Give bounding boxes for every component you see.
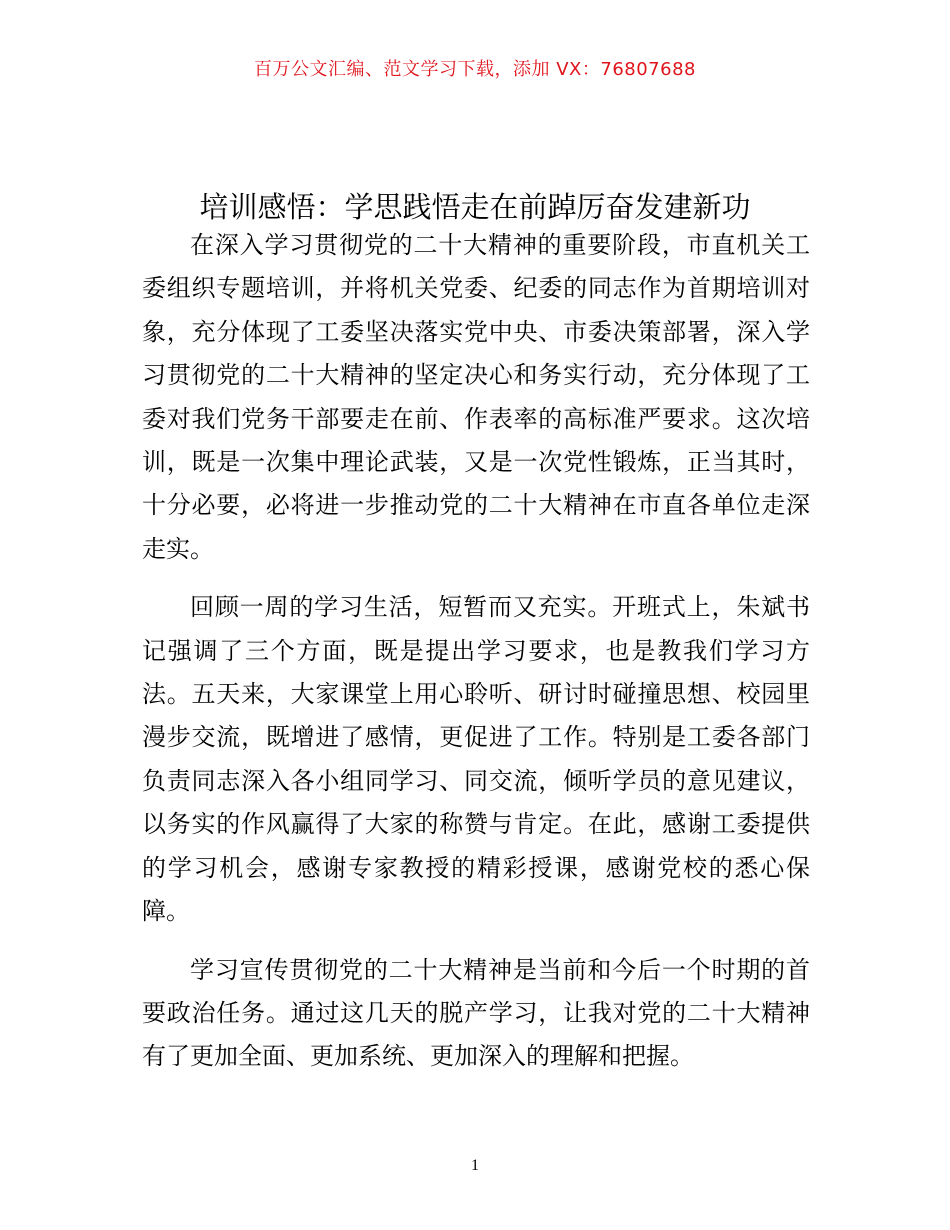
document-title: 培训感悟：学思践悟走在前踔厉奋发建新功 xyxy=(199,190,751,225)
page-number: 1 xyxy=(471,1157,479,1174)
paragraph-1: 在深入学习贯彻党的二十大精神的重要阶段，市直机关工委组织专题培训，并将机关党委、纪委的同志作为首期培训对象，充分体现了工委坚决落实党中央、市委决策部署，深入学习贯彻党的二十大精神的坚定决心和务实行动，充分体现了工委对我们党务干部要走在前、作表率的高标准严要求。这次培训，既是一次集中理论武装，又是一次党性锻炼，正当其时，十分必要，必将进一步推动党的二十大精神在市直各单位走深走实。 xyxy=(142,231,810,563)
document-body xyxy=(142,224,810,1094)
paragraph-3: 学习宣传贯彻党的二十大精神是当前和今后一个时期的首要政治任务。通过这几天的脱产学习，让我对党的二十大精神有了更加全面、更加系统、更加深入的理解和把握。 xyxy=(142,955,810,1071)
header-banner: 百万公文汇编、范文学习下载，添加 VX：76807688 xyxy=(254,59,696,80)
paragraph-2: 回顾一周的学习生活，短暂而又充实。开班式上，朱斌书记强调了三个方面，既是提出学习要求，也是教我们学习方法。五天来，大家课堂上用心聆听、研讨时碰撞思想、校园里漫步交流，既增进了感情，更促进了工作。特别是工委各部门负责同志深入各小组同学习、同交流，倾听学员的意见建议，以务实的作风赢得了大家的称赞与肯定。在此，感谢工委提供的学习机会，感谢专家教授的精彩授课，感谢党校的悉心保障。 xyxy=(142,593,810,926)
